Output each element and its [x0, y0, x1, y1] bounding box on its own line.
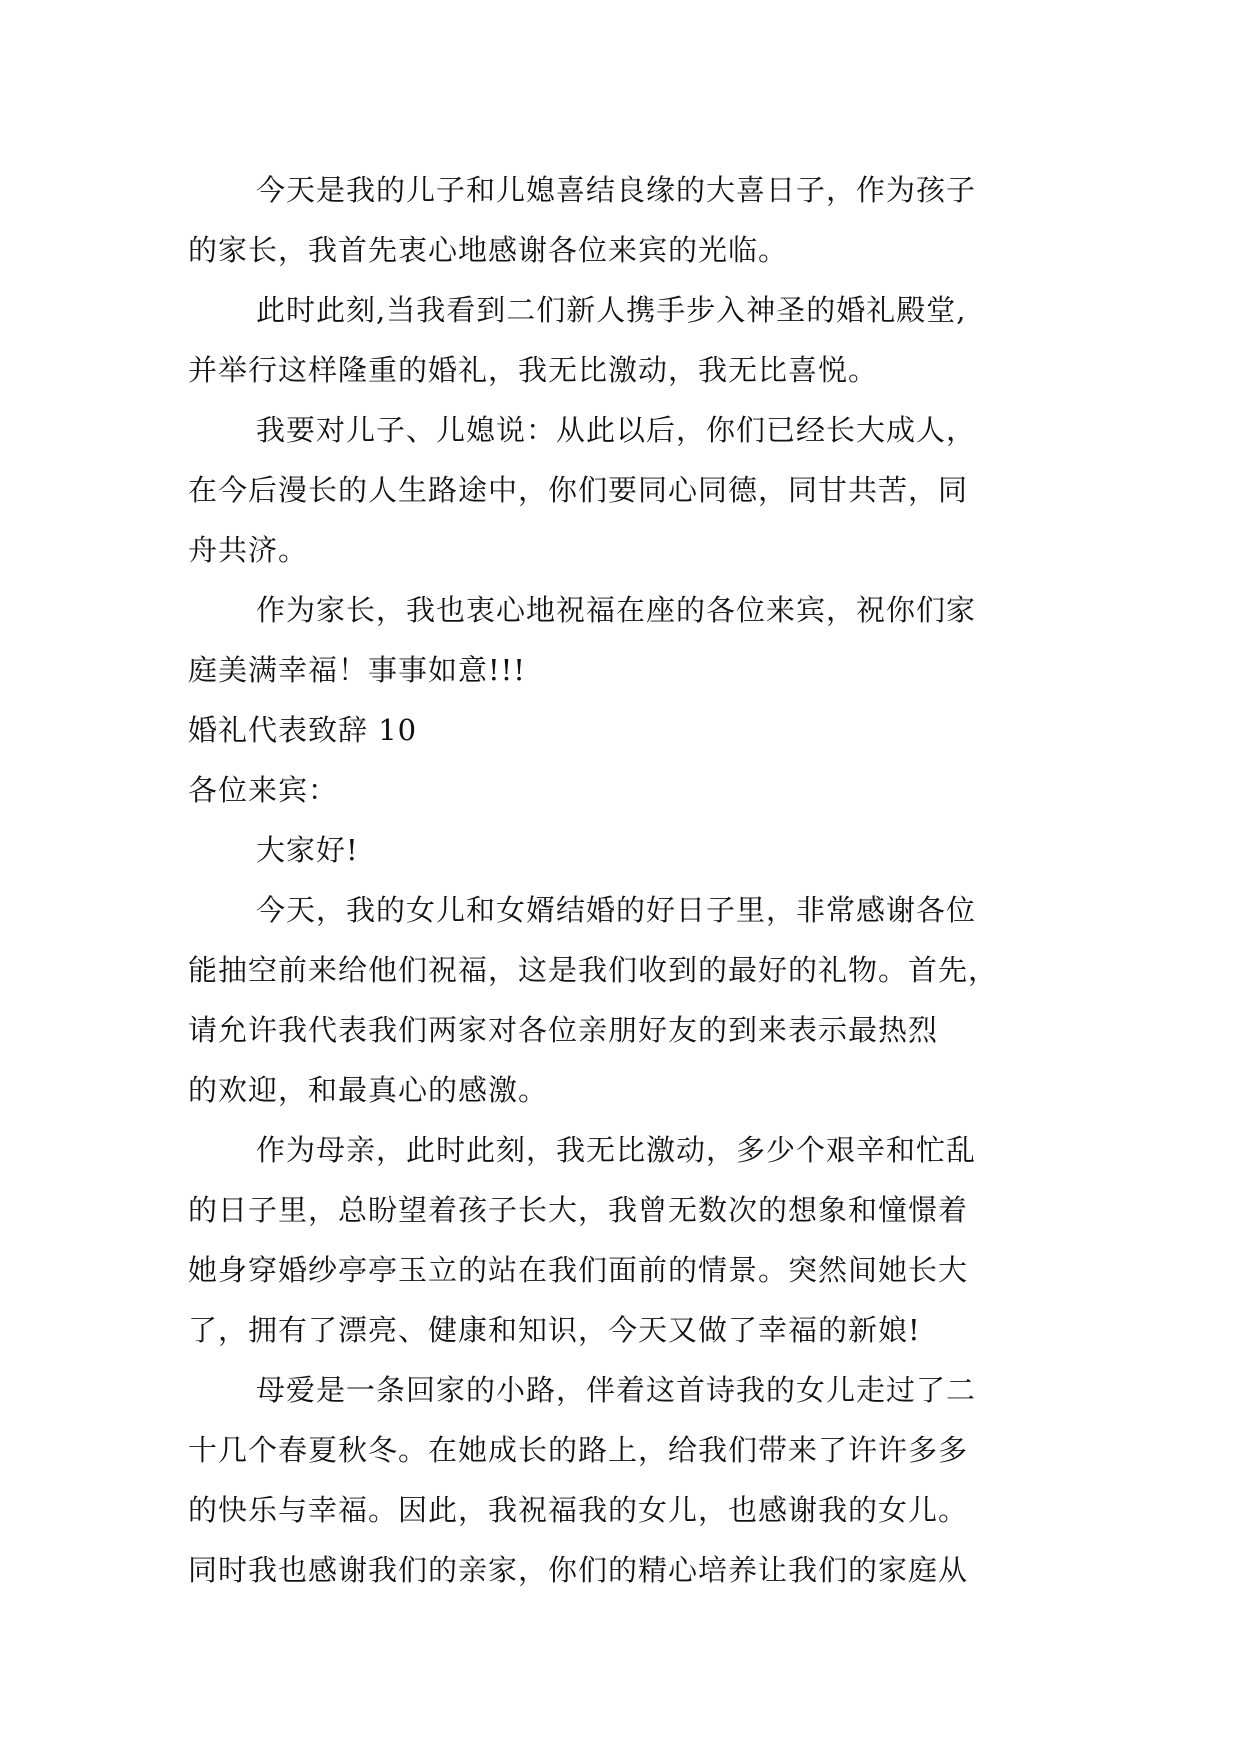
paragraph-line: 能抽空前来给他们祝福，这是我们收到的最好的礼物。首先， [188, 953, 999, 987]
document-body [188, 160, 1088, 1600]
paragraph-line: 作为家长，我也衷心地祝福在座的各位来宾，祝你们家 [256, 593, 977, 627]
paragraph-line: 庭美满幸福！事事如意!!! [188, 653, 526, 687]
paragraph-line: 今天是我的儿子和儿媳喜结良缘的大喜日子，作为孩子 [256, 173, 977, 207]
paragraph-line: 我要对儿子、儿媳说：从此以后，你们已经长大成人， [256, 413, 977, 447]
paragraph-line: 了，拥有了漂亮、健康和知识，今天又做了幸福的新娘! [188, 1313, 921, 1347]
paragraph-line: 母爱是一条回家的小路，伴着这首诗我的女儿走过了二 [256, 1373, 977, 1407]
paragraph-line: 作为母亲，此时此刻，我无比激动，多少个艰辛和忙乱 [256, 1133, 977, 1167]
paragraph-line: 的家长，我首先衷心地感谢各位来宾的光临。 [188, 233, 789, 267]
paragraph-line: 她身穿婚纱亭亭玉立的站在我们面前的情景。突然间她长大 [188, 1253, 969, 1287]
paragraph-line: 此时此刻,当我看到二们新人携手步入神圣的婚礼殿堂, [256, 293, 967, 327]
paragraph-line: 请允许我代表我们两家对各位亲朋好友的到来表示最热烈 [188, 1013, 939, 1047]
section-heading: 婚礼代表致辞 10 [188, 713, 418, 747]
paragraph-line: 同时我也感谢我们的亲家，你们的精心培养让我们的家庭从 [188, 1553, 969, 1587]
paragraph-line: 的欢迎，和最真心的感激。 [188, 1073, 549, 1107]
paragraph-line: 舟共济。 [188, 533, 309, 567]
paragraph-line: 今天，我的女儿和女婿结婚的好日子里，非常感谢各位 [256, 893, 977, 927]
paragraph-line: 十几个春夏秋冬。在她成长的路上，给我们带来了许许多多 [188, 1433, 969, 1467]
paragraph-line: 的日子里，总盼望着孩子长大，我曾无数次的想象和憧憬着 [188, 1193, 969, 1227]
paragraph-line: 在今后漫长的人生路途中，你们要同心同德，同甘共苦，同 [188, 473, 969, 507]
greeting: 大家好! [256, 833, 359, 867]
paragraph-line: 的快乐与幸福。因此，我祝福我的女儿，也感谢我的女儿。 [188, 1493, 969, 1527]
paragraph-line: 并举行这样隆重的婚礼，我无比激动，我无比喜悦。 [188, 353, 879, 387]
salutation: 各位来宾： [188, 773, 339, 807]
